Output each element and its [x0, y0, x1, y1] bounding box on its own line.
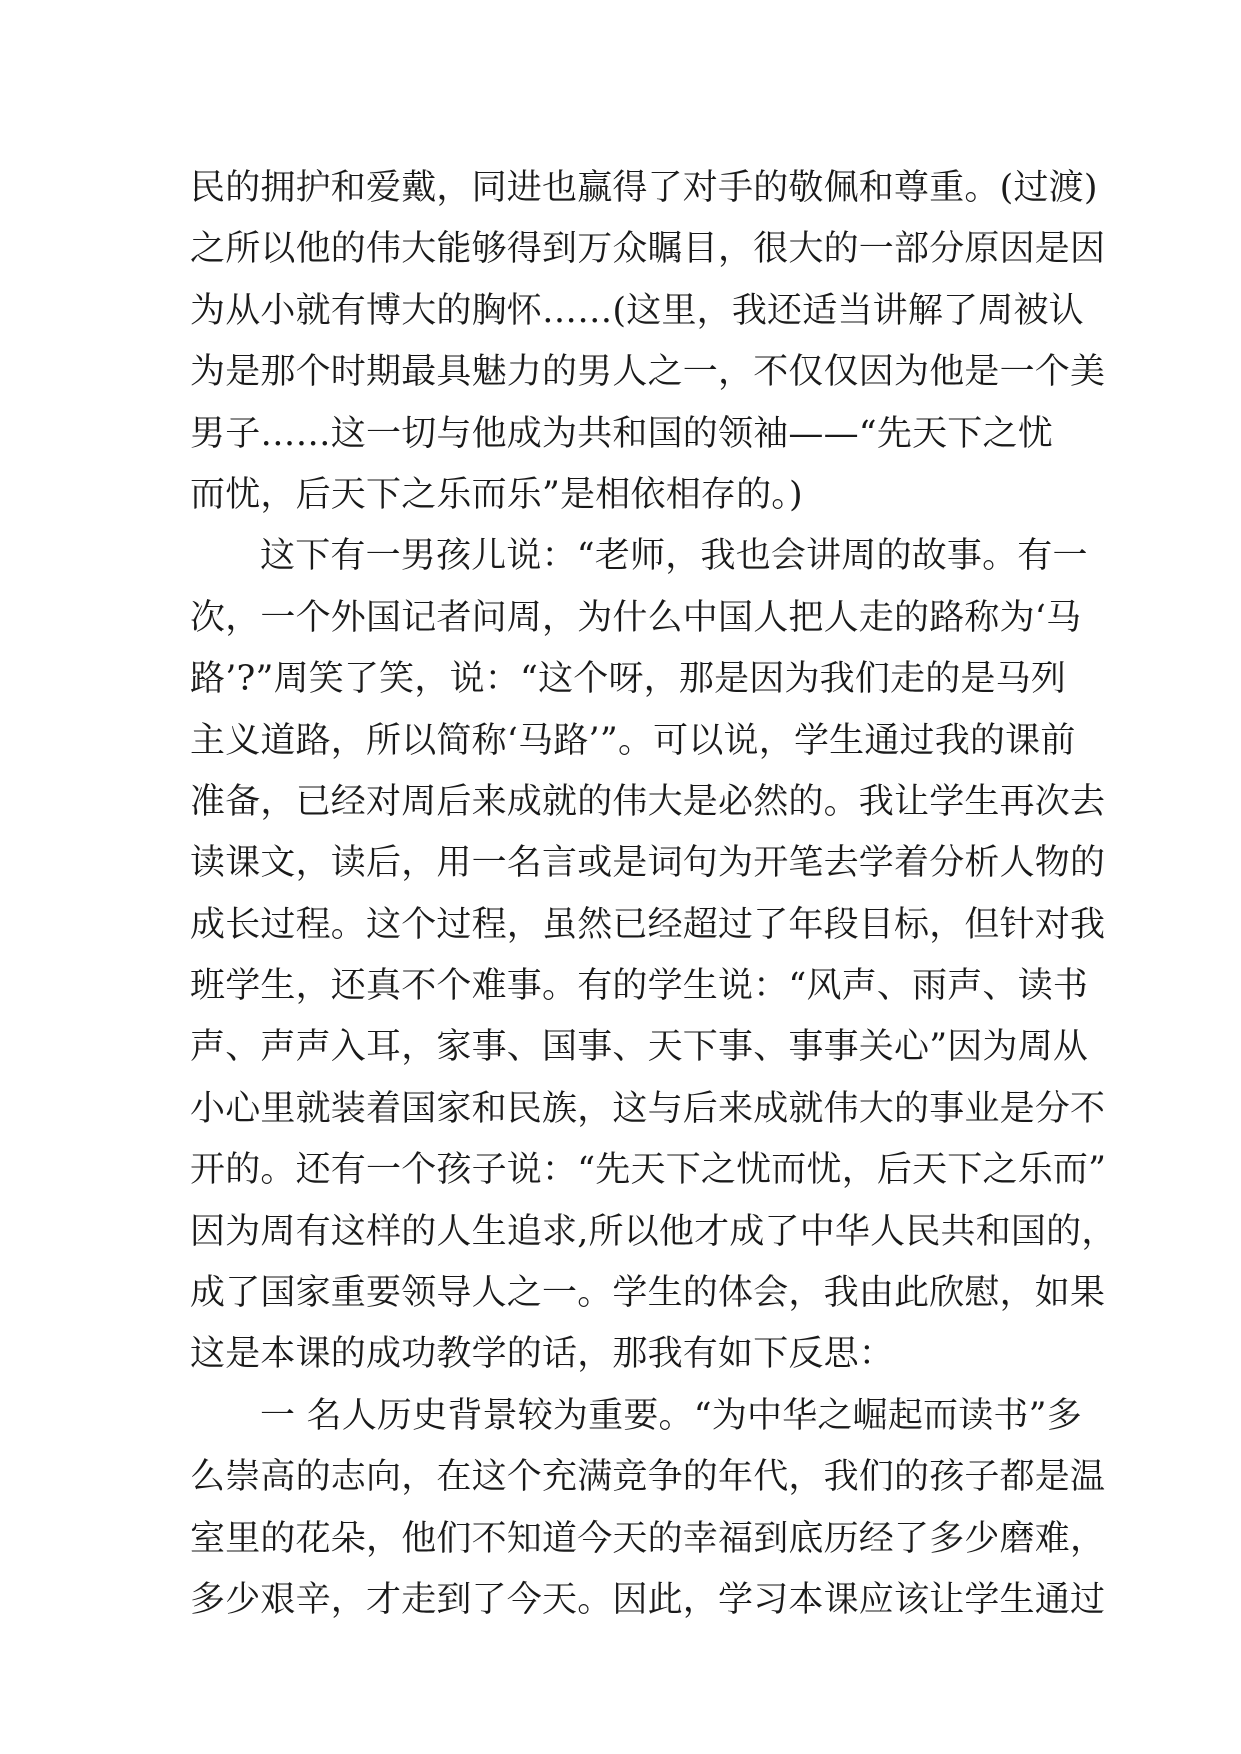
text-line: 读课文，读后，用一名言或是词句为开笔去学着分析人物的 [190, 843, 1106, 884]
text-line: 一 名人历史背景较为重要。“为中华之崛起而读书”多 [260, 1395, 1082, 1436]
text-line: 声、声声入耳，家事、国事、天下事、事事关心”因为周从 [190, 1027, 1089, 1068]
text-line: 因为周有这样的人生追求,所以他才成了中华人民共和国的， [190, 1211, 1117, 1252]
text-line: 男子……这一切与他成为共和国的领袖——“先天下之忧 [190, 413, 1053, 454]
text-line: 主义道路，所以简称‘马路’”。可以说，学生通过我的课前 [190, 720, 1076, 761]
text-line: 之所以他的伟大能够得到万众瞩目，很大的一部分原因是因 [190, 229, 1106, 270]
text-line: 成了国家重要领导人之一。学生的体会，我由此欣慰，如果 [190, 1273, 1106, 1314]
text-line: 为从小就有博大的胸怀……(这里，我还适当讲解了周被认 [190, 290, 1084, 331]
text-line: 班学生，还真不个难事。有的学生说：“风声、雨声、读书 [190, 966, 1089, 1007]
text-line: 这是本课的成功教学的话，那我有如下反思： [190, 1334, 895, 1375]
text-line: 小心里就装着国家和民族，这与后来成就伟大的事业是分不 [190, 1088, 1106, 1129]
text-line: 成长过程。这个过程，虽然已经超过了年段目标，但针对我 [190, 904, 1106, 945]
text-line: 这下有一男孩儿说：“老师，我也会讲周的故事。有一 [260, 536, 1088, 577]
text-line: 室里的花朵，他们不知道今天的幸福到底历经了多少磨难， [190, 1518, 1106, 1559]
text-line: 开的。还有一个孩子说：“先天下之忧而忧，后天下之乐而” [190, 1150, 1107, 1191]
text-line: 准备，已经对周后来成就的伟大是必然的。我让学生再次去 [190, 781, 1106, 822]
text-line: 次，一个外国记者问周，为什么中国人把人走的路称为‘马 [190, 597, 1082, 638]
document-body [190, 158, 1117, 1631]
text-line: 多少艰辛，才走到了今天。因此，学习本课应该让学生通过 [190, 1579, 1106, 1620]
text-line: 而忧，后天下之乐而乐”是相依相存的。) [190, 474, 803, 515]
text-line: 为是那个时期最具魅力的男人之一，不仅仅因为他是一个美 [190, 352, 1106, 393]
text-line: 么崇高的志向，在这个充满竞争的年代，我们的孩子都是温 [190, 1457, 1106, 1498]
text-line: 民的拥护和爱戴，同进也赢得了对手的敬佩和尊重。(过渡) [190, 168, 1098, 208]
text-line: 路’?”周笑了笑，说：“这个呀，那是因为我们走的是马列 [190, 659, 1067, 700]
